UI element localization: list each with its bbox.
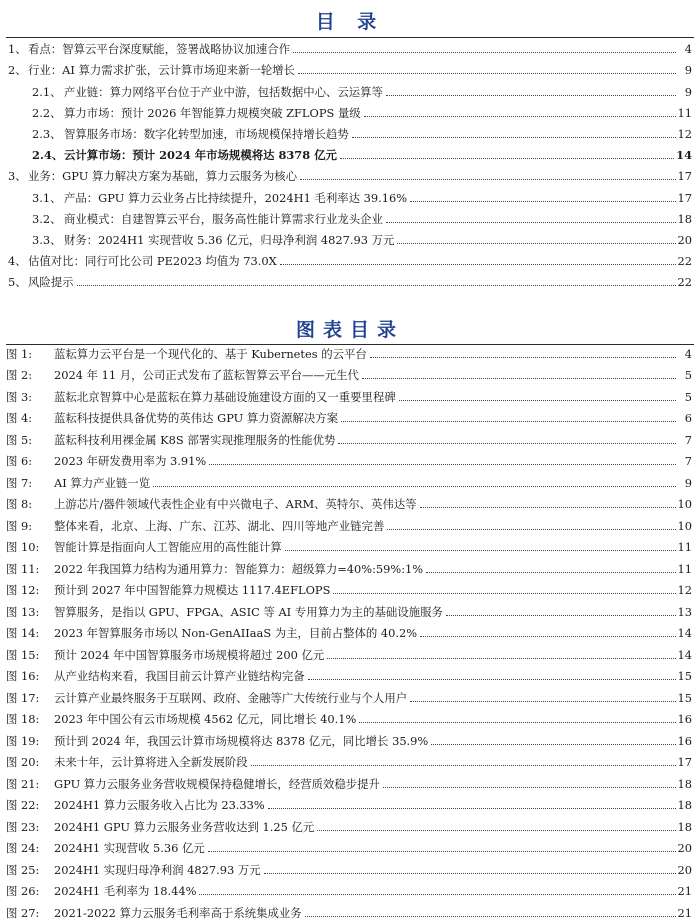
page-number: 10 — [677, 497, 692, 511]
entry-title: 蓝耘算力云平台是一个现代化的、基于 Kubernetes 的云平台 — [54, 346, 367, 361]
entry-title: 预计到 2027 年中国智能算力规模达 1117.4EFLOPS — [54, 583, 331, 597]
entry-title: 估值对比：同行可比公司 PE2023 均值为 73.0X — [28, 254, 277, 269]
entry-title: 蓝耘北京智算中心是蓝耘在算力基础设施建设方面的又一重要里程碑 — [54, 389, 396, 404]
toc-entry[interactable] — [0, 141, 700, 162]
figure-entry[interactable] — [0, 382, 700, 404]
entry-number: 3、 — [8, 169, 27, 184]
toc-entry[interactable] — [0, 226, 700, 247]
entry-title: 商业模式：自建智算云平台，服务高性能计算需求行业龙头企业 — [64, 211, 383, 226]
entry-title: 行业：AI 算力需求扩张，云计算市场迎来新一轮增长 — [28, 63, 295, 78]
entry-title: 上游芯片/器件领域代表性企业有中兴微电子、ARM、英特尔、英伟达等 — [54, 497, 417, 511]
page-number: 21 — [677, 884, 692, 898]
figure-entry[interactable] — [0, 361, 700, 383]
dot-leader — [308, 679, 676, 680]
entry-number: 图 17: — [6, 690, 40, 705]
table-of-contents — [0, 35, 700, 289]
page-number: 5 — [684, 368, 692, 382]
entry-title: 未来十年，云计算将进入全新发展阶段 — [54, 755, 248, 769]
page-number: 18 — [677, 776, 692, 791]
dot-leader — [397, 243, 675, 244]
dot-leader — [208, 851, 676, 852]
entry-title: 算力市场：预计 2026 年智能算力规模突破 ZFLOPS 量级 — [64, 105, 361, 120]
entry-number: 图 27: — [6, 905, 40, 920]
page-number: 11 — [677, 105, 692, 120]
page-number: 9 — [684, 84, 692, 99]
figure-entry[interactable] — [0, 683, 700, 705]
entry-number: 图 26: — [6, 884, 40, 898]
entry-title: 2022 年我国算力结构为通用算力：智能算力：超级算力=40%:59%:1% — [54, 561, 424, 576]
page-number: 6 — [684, 411, 692, 425]
entry-number: 图 21: — [6, 776, 40, 791]
entry-number: 图 10: — [6, 540, 40, 554]
entry-title: GPU 算力云服务业务营收规模保持稳健增长，经营质效稳步提升 — [54, 776, 380, 791]
page-number: 4 — [684, 346, 692, 361]
toc-entry[interactable] — [0, 99, 700, 120]
entry-number: 图 24: — [6, 841, 40, 855]
dot-leader — [364, 116, 676, 117]
entry-number: 图 4: — [6, 411, 33, 425]
dot-leader — [386, 95, 676, 96]
page-number: 14 — [677, 626, 692, 640]
page-number: 7 — [684, 454, 692, 468]
figure-entry[interactable] — [0, 898, 700, 920]
entry-number: 2.4、 — [32, 148, 64, 163]
entry-number: 图 18: — [6, 712, 40, 726]
page-number: 22 — [677, 254, 692, 269]
figure-entry[interactable] — [0, 404, 700, 426]
dot-leader — [340, 158, 674, 159]
entry-number: 图 23: — [6, 819, 40, 834]
entry-number: 5、 — [8, 275, 27, 290]
dot-leader — [399, 400, 676, 401]
dot-leader — [298, 73, 676, 74]
entry-number: 图 16: — [6, 669, 40, 683]
figure-entry[interactable] — [0, 877, 700, 899]
entry-number: 3.2、 — [32, 211, 62, 226]
dot-leader — [153, 486, 676, 487]
entry-number: 图 12: — [6, 583, 40, 597]
page-number: 13 — [677, 604, 692, 619]
dot-leader — [268, 808, 676, 809]
page-number: 11 — [677, 540, 692, 554]
dot-leader — [77, 285, 676, 286]
dot-leader — [431, 744, 675, 745]
dot-leader — [327, 658, 675, 659]
entry-title: 整体来看，北京、上海、广东、江苏、湖北、四川等地产业链完善 — [54, 518, 385, 533]
entry-title: 蓝耘科技利用裸金属 K8S 部署实现推理服务的性能优势 — [54, 432, 336, 447]
toc-entry[interactable] — [0, 77, 700, 98]
entry-number: 图 5: — [6, 432, 33, 447]
dot-leader — [410, 701, 675, 702]
page-number: 12 — [677, 583, 692, 597]
dot-leader — [383, 787, 676, 788]
dot-leader — [293, 52, 676, 53]
figure-entry[interactable] — [0, 855, 700, 877]
page-number: 16 — [677, 712, 692, 726]
dot-leader — [305, 916, 676, 917]
figure-entry[interactable] — [0, 468, 700, 490]
entry-number: 图 7: — [6, 475, 33, 490]
entry-number: 图 2: — [6, 368, 33, 382]
entry-title: 2023 年研发费用率为 3.91% — [54, 454, 207, 468]
dot-leader — [410, 201, 675, 202]
entry-title: 2023 年中国公有云市场规模 4562 亿元，同比增长 40.1% — [54, 712, 357, 726]
page-number: 18 — [677, 819, 692, 834]
page-number: 5 — [684, 389, 692, 404]
entry-number: 图 19: — [6, 733, 40, 748]
page-number: 18 — [677, 211, 692, 226]
entry-title: 看点：智算云平台深度赋能，签署战略协议加速合作 — [28, 42, 290, 57]
entry-title: 云计算市场：预计 2024 年市场规模将达 8378 亿元 — [64, 148, 337, 163]
figure-entry[interactable] — [0, 511, 700, 533]
dot-leader — [199, 894, 675, 895]
dot-leader — [209, 464, 676, 465]
entry-title: 智算服务市场：数字化转型加速，市场规模保持增长趋势 — [64, 126, 349, 141]
entry-title: 财务：2024H1 实现营收 5.36 亿元，归母净利润 4827.93 万元 — [64, 232, 395, 247]
entry-title: 2024H1 算力云服务收入占比为 23.33% — [54, 798, 265, 812]
entry-number: 图 11: — [6, 561, 40, 576]
toc-entry[interactable] — [0, 35, 700, 56]
dot-leader — [285, 550, 676, 551]
entry-title: 蓝耘科技提供具备优势的英伟达 GPU 算力资源解决方案 — [54, 411, 338, 425]
dot-leader — [264, 873, 676, 874]
toc-entry[interactable] — [0, 56, 700, 77]
dot-leader — [280, 264, 676, 265]
entry-title: 风险提示 — [28, 275, 74, 290]
entry-number: 图 15: — [6, 647, 40, 662]
figure-entry[interactable] — [0, 705, 700, 727]
entry-title: 2024H1 实现归母净利润 4827.93 万元 — [54, 862, 261, 877]
figure-entry[interactable] — [0, 576, 700, 598]
page-number: 20 — [677, 841, 692, 855]
toc-entry[interactable] — [0, 268, 700, 289]
entry-number: 3.3、 — [32, 232, 62, 247]
entry-title: 智能计算是指面向人工智能应用的高性能计算 — [54, 540, 282, 554]
toc-entry[interactable] — [0, 205, 700, 226]
figure-entry[interactable] — [0, 490, 700, 512]
page-number: 15 — [677, 669, 692, 683]
entry-title: 产品：GPU 算力云业务占比持续提升，2024H1 毛利率达 39.16% — [64, 190, 408, 205]
entry-number: 2.2、 — [32, 105, 62, 120]
dot-leader — [426, 572, 675, 573]
page-number: 15 — [677, 690, 692, 705]
dot-leader — [386, 222, 676, 223]
dot-leader — [333, 593, 675, 594]
entry-title: 2023 年智算服务市场以 Non-GenAIIaaS 为主，目前占整体的 40.2% — [54, 626, 418, 640]
page-number: 20 — [677, 862, 692, 877]
figure-entry[interactable] — [0, 748, 700, 770]
entry-number: 图 8: — [6, 497, 33, 511]
figure-entry[interactable] — [0, 834, 700, 856]
entry-number: 图 22: — [6, 798, 40, 812]
page-number: 14 — [676, 148, 692, 163]
dot-leader — [317, 830, 675, 831]
list-of-figures — [0, 339, 700, 920]
entry-number: 图 3: — [6, 389, 33, 404]
entry-title: AI 算力产业链一览 — [54, 475, 151, 490]
page-number: 10 — [677, 518, 692, 533]
dot-leader — [370, 357, 676, 358]
dot-leader — [359, 722, 675, 723]
figure-entry[interactable] — [0, 425, 700, 447]
entry-number: 1、 — [8, 42, 27, 57]
dot-leader — [420, 636, 675, 637]
figure-entry[interactable] — [0, 791, 700, 813]
dot-leader — [300, 179, 676, 180]
entry-title: 预计到 2024 年，我国云计算市场规模将达 8378 亿元，同比增长 35.9% — [54, 733, 429, 748]
toc-entry[interactable] — [0, 120, 700, 141]
dot-leader — [352, 137, 676, 138]
dot-leader — [338, 443, 676, 444]
figure-entry[interactable] — [0, 339, 700, 361]
figure-list-title: 图表目录 — [295, 319, 404, 341]
figure-entry[interactable] — [0, 640, 700, 662]
entry-number: 3.1、 — [32, 190, 62, 205]
figure-entry[interactable] — [0, 597, 700, 619]
figure-entry[interactable] — [0, 812, 700, 834]
entry-title: 2024 年 11 月，公司正式发布了蓝耘智算云平台——元生代 — [54, 368, 359, 382]
figure-entry[interactable] — [0, 533, 700, 555]
page-number: 4 — [684, 42, 692, 57]
entry-number: 2、 — [8, 63, 27, 78]
entry-number: 图 13: — [6, 604, 40, 619]
entry-title: 产业链：算力网络平台位于产业中游，包括数据中心、云运算等 — [64, 84, 383, 99]
entry-title: 预计 2024 年中国智算服务市场规模将超过 200 亿元 — [54, 647, 325, 662]
toc-entry[interactable] — [0, 183, 700, 204]
figure-entry[interactable] — [0, 662, 700, 684]
entry-title: 云计算产业最终服务于互联网、政府、金融等广大传统行业与个人用户 — [54, 690, 408, 705]
page-number: 18 — [677, 798, 692, 812]
figure-entry[interactable] — [0, 769, 700, 791]
page-number: 17 — [677, 755, 692, 769]
page-number: 9 — [684, 475, 692, 490]
entry-number: 图 14: — [6, 626, 40, 640]
entry-title: 智算服务，是指以 GPU、FPGA、ASIC 等 AI 专用算力为主的基础设施服务 — [54, 604, 443, 619]
page-number: 7 — [684, 432, 692, 447]
page-number: 17 — [677, 190, 692, 205]
page-number: 20 — [677, 232, 692, 247]
page-number: 21 — [677, 905, 692, 920]
page-number: 12 — [677, 126, 692, 141]
toc-entry[interactable] — [0, 247, 700, 268]
page-number: 17 — [677, 169, 692, 184]
entry-number: 2.1、 — [32, 84, 62, 99]
dot-leader — [420, 507, 676, 508]
figure-entry[interactable] — [0, 726, 700, 748]
entry-title: 2024H1 毛利率为 18.44% — [54, 884, 197, 898]
entry-title: 2021-2022 算力云服务毛利率高于系统集成业务 — [54, 905, 302, 920]
entry-title: 业务：GPU 算力解决方案为基础，算力云服务为核心 — [28, 169, 297, 184]
dot-leader — [362, 378, 676, 379]
dot-leader — [341, 421, 676, 422]
entry-number: 2.3、 — [32, 126, 62, 141]
figure-entry[interactable] — [0, 447, 700, 469]
entry-title: 从产业结构来看，我国目前云计算产业链结构完备 — [54, 669, 305, 683]
entry-number: 图 9: — [6, 518, 33, 533]
page-number: 11 — [677, 561, 692, 576]
page-number: 9 — [684, 63, 692, 78]
entry-title: 2024H1 GPU 算力云服务业务营收达到 1.25 亿元 — [54, 819, 315, 834]
entry-number: 图 25: — [6, 862, 40, 877]
dot-leader — [387, 529, 675, 530]
dot-leader — [251, 765, 676, 766]
entry-number: 图 6: — [6, 454, 33, 468]
entry-number: 图 1: — [6, 346, 33, 361]
entry-number: 图 20: — [6, 755, 40, 769]
dot-leader — [446, 615, 676, 616]
entry-number: 4、 — [8, 254, 27, 269]
figure-entry[interactable] — [0, 554, 700, 576]
page-number: 16 — [677, 733, 692, 748]
page-number: 22 — [677, 275, 692, 290]
toc-title: 目 录 — [315, 11, 385, 33]
entry-title: 2024H1 实现营收 5.36 亿元 — [54, 841, 205, 855]
figure-entry[interactable] — [0, 619, 700, 641]
toc-entry[interactable] — [0, 162, 700, 183]
page-number: 14 — [677, 647, 692, 662]
